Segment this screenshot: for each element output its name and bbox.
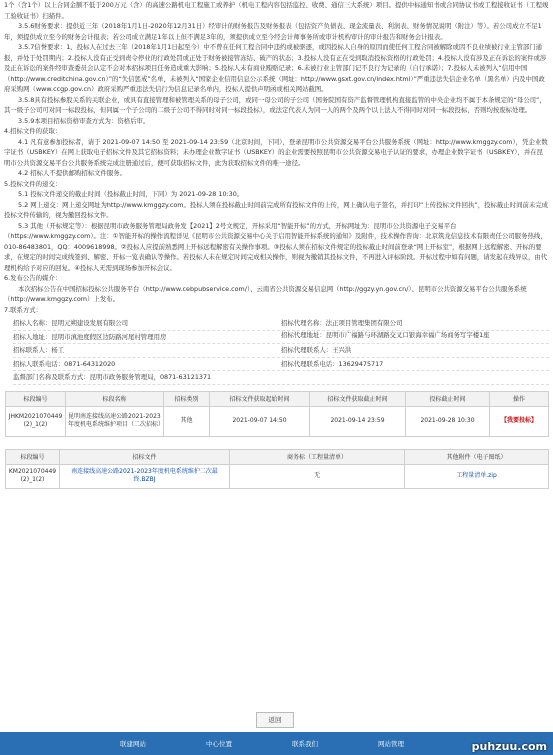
contact-row [13, 358, 549, 372]
online-submit-paragraph: 5.2 网上递交：网上递交网址为http://www.kmggzy.com。投标人须在投标截止时间前完成所有投标文件的上传，网上确认电子签名，并打印“上传投标文件回执”，投标截止时间前未完成投标文件传输的，视为撤回投标文件。 [4, 200, 549, 219]
footer-bar [0, 732, 553, 755]
obtain-file-paragraph: 4.1 凡有意参加投标者，请于 2021-09-07 14:50 至 2021-09-14 23:59（北京时间，下同），登录昆明市公共资源交易平台公共服务系统（网址：http://www.kmggzy.com），凭企业数字证书（USBKEY）在网上获取电子招标文件及其它招标资料；未办理企业数字证书（USBKEY）的企业需要按照昆明市公共资源交易电子认证的要求，办理企业数字证书（USBKEY），并在昆明市公共资源交易平台公共服务系统完成注册通过后，便可获取招标文件，此为获取招标文件的唯一途径。 [4, 137, 548, 167]
contact-row [13, 331, 549, 345]
agent-contact: 招标代理联系人：王兴洪 [281, 346, 352, 354]
section-type: 其他 [164, 406, 210, 436]
table-header-row [6, 391, 549, 406]
tenderer-contact: 招标联系人：杨工 [13, 346, 65, 354]
agent-phone: 招标代理联系电话：13629475717 [281, 359, 384, 368]
deadline-paragraph: 5.1 投标文件递交的截止时间（投标截止时间，下同）为 2021-09-28 10:30。 [18, 190, 244, 198]
tenderer-name: 招标人名称：昆明元朔建设发展有限公司 [13, 319, 129, 327]
attachment-link[interactable]: 工程量清单.zip [405, 464, 549, 488]
col-section-name: 标段名称 [66, 391, 164, 406]
table-header-row [6, 449, 549, 464]
contact-row [13, 344, 549, 358]
table-row [6, 464, 549, 488]
tender-file-link[interactable]: 南连接线高速公路2021-2023年度机电系统维护二次最终.BZBJ [60, 464, 230, 488]
no-mail-paragraph: 4.2 招标人不提供邮购招标文件服务。 [18, 169, 127, 177]
footer-link-contact[interactable]: 联系我们 [292, 740, 318, 748]
footer-link-site-admin[interactable]: 网站管理 [378, 740, 404, 748]
finance-paragraph: 3.5.6财务要求：提供近三年（2018年1月1日-2020年12月31日）经审计的财务报告及财务报表（包括资产负债表、现金流量表、利润表、财务情况说明（附注）等）。若公司成立不足1年，须提供成立至今的财务会计报表；若公司成立满足1年以上但不满足3年的，须提供成立至今经会计师事务所或审计机构审计的审计报告和财务会计报表。 [4, 22, 542, 41]
bid-link[interactable]: 【我要投标】 [490, 406, 549, 436]
qualification-paragraph: 1个（含1个）以上合同金额不低于200万元（含）的高速公路机电工程施工或养护（机电工程内容包括监控、收费、通信三大系统）项目。提供中标通知书或合同协议书或工程接收证书（工程竣工验收证书）扫描件。 [4, 1, 549, 20]
start-time: 2021-09-07 14:50 [210, 406, 310, 436]
footer-link-partner-sites[interactable]: 联建网站 [120, 740, 146, 748]
col-section-code: 标段编号 [6, 449, 60, 464]
opening-rules-paragraph: 5.3 其他（开标规定等）：根据昆明市政务服务管理局政务发【2021】2号文规定，开标采用“智能开标”的方式，开标网址为：昆明市公共资源电子交易平台（https://www.kmggzy.com）。注：①智能开标的操作流程详见《昆明市公共资源交易中心关于启用智能开标系统的通知》及附件，技术操作咨询：北京筑龙信息技术有限责任公司服务热线，010-86483801，QQ：4009618998。②投标人应提前熟悉网上开标远程解密有关操作事项。③投标人须在招标文件规定的投标截止时间前登录“网上开标室”，根据网上远程解密、开标的要求，在规定的时间完成线签到、解密、开标一览表确认等操作。若投标人未在规定时间完成相关操作，则视为撤销其投标文件，不再进入评标阶段。开标过程中如有问题，请发起在线异议，由代理机构给予对应的回复。④投标人无需到现场参加开标会议。 [4, 221, 548, 272]
business-value: 无 [230, 464, 405, 488]
col-attachment: 其他附件（电子图纸） [405, 449, 549, 464]
section-name: 昆明南连接线高速公路2021-2023年度机电系统维护项目（二次招标） [66, 406, 164, 436]
col-action: 操作 [490, 391, 549, 406]
section-table [5, 391, 549, 437]
col-section-code: 标段编号 [6, 391, 66, 406]
col-deadline: 投标截止时间 [406, 391, 490, 406]
section-6-heading: 6.发布公告的媒介： [4, 274, 62, 282]
credit-paragraph: 3.5.7信誉要求：1、投标人在过去三年（2018年1月1日起至今）中不曾在任何工程合同中违约或被驱逐，或因投标人自身的原因而使任何工程合同被解除或因不良业绩被行业主管部门通报，并处于处罚期内；2.投标人没有正受到责令停业的行政处罚或正处于财务被接管冻结、破产的状态；3.投标人没有正在受到取消投标资格的行政处罚；4.投标人没有涉及正在诉讼的案件或涉及正在诉讼的案件经审查委员会认定不会对本招标项目任务造成重大影响；5.投标人未有商业贿赂记录；6.未被行业主管部门记不良行为记录的（自行承诺）；7.投标人未被列入“信用中国（http://www.creditchina.gov.cn）”的“失信惩戒”名单，未被列入“国家企业信用信息公示系统（网址：http://www.gsxt.gov.cn/index.html）”严重违法失信企业名单（黑名单）内及中国政府采购网（www.ccgp.gov.cn）政府采购严重违法失信行为信息记录名单内，投标人提供声明函或相关网站截图。 [4, 43, 547, 93]
tenderer-phone: 招标人联系电话：0871-64312020 [13, 359, 116, 368]
agent-address: 招标代理地址：昆明市广福路与环湖路交叉口银海幸福广场商务写字楼1座 [281, 330, 490, 339]
table-row [6, 406, 549, 436]
review-method-paragraph: 3.5.9本项目招标资格审查方式为：资格后审。 [18, 116, 150, 125]
deadline-time: 2021-09-28 10:30 [406, 406, 490, 436]
agent-name: 招标代理名称：法正项目管理集团有限公司 [281, 319, 403, 327]
related-party-paragraph: 3.5.8具有投标参股关系的关联企业，或具有直接管理和被管理关系的母子公司，或同一母公司的子公司（国务院国有资产监督管理机构直接监管的中央企业均不属于本条规定的“母公司”，其一级子公司可对同一标段投标，但同属一个子公司的二级子公司不得同时对同一标段投标），或法定代表人为同一人的两个及两个以上法人不得同时对同一标段投标，否则均按废标处理。 [4, 95, 546, 114]
footer-link-location[interactable]: 中心位置 [206, 740, 232, 748]
supervisor-info: 监督部门名称及联系方式：昆明市政务服务管理局，0871-63121371 [13, 373, 212, 381]
files-table [5, 449, 549, 489]
col-end-time: 招标文件获取截止时间 [310, 391, 406, 406]
contact-info [13, 317, 549, 385]
col-start-time: 招标文件获取起始时间 [210, 391, 310, 406]
section-4-heading: 4.招标文件的获取： [4, 127, 62, 135]
section-7-heading: 7.联系方式： [4, 305, 43, 314]
section-5-heading: 5.投标文件的递交： [4, 179, 62, 188]
section-code: KM2021070449(2)_1(2) [6, 464, 60, 488]
back-button[interactable]: 返回 [256, 712, 294, 728]
col-tender-file: 招标文件 [60, 449, 230, 464]
media-paragraph: 本次招标公告在中国招标投标公共服务平台（http://www.cebpubservice.com/）、云南省公共资源交易信息网（http://ggzy.yn.gov.cn/）、昆明市公共资源交易平台公共服务系统（http://www.kmggzy.com）上发布。 [4, 284, 527, 303]
col-business: 商务标（工程量清单） [230, 449, 405, 464]
contact-row [13, 317, 549, 331]
contact-row [13, 371, 549, 385]
end-time: 2021-09-14 23:59 [310, 406, 406, 436]
watermark: puhzuu.com [471, 740, 547, 753]
section-code: JHKM2021070449(2)_1(2) [6, 406, 66, 436]
tenderer-address: 招标人地址：昆明市滇池度假区边防路河尾村管理用房 [13, 332, 167, 341]
col-type: 招标类别 [164, 391, 210, 406]
